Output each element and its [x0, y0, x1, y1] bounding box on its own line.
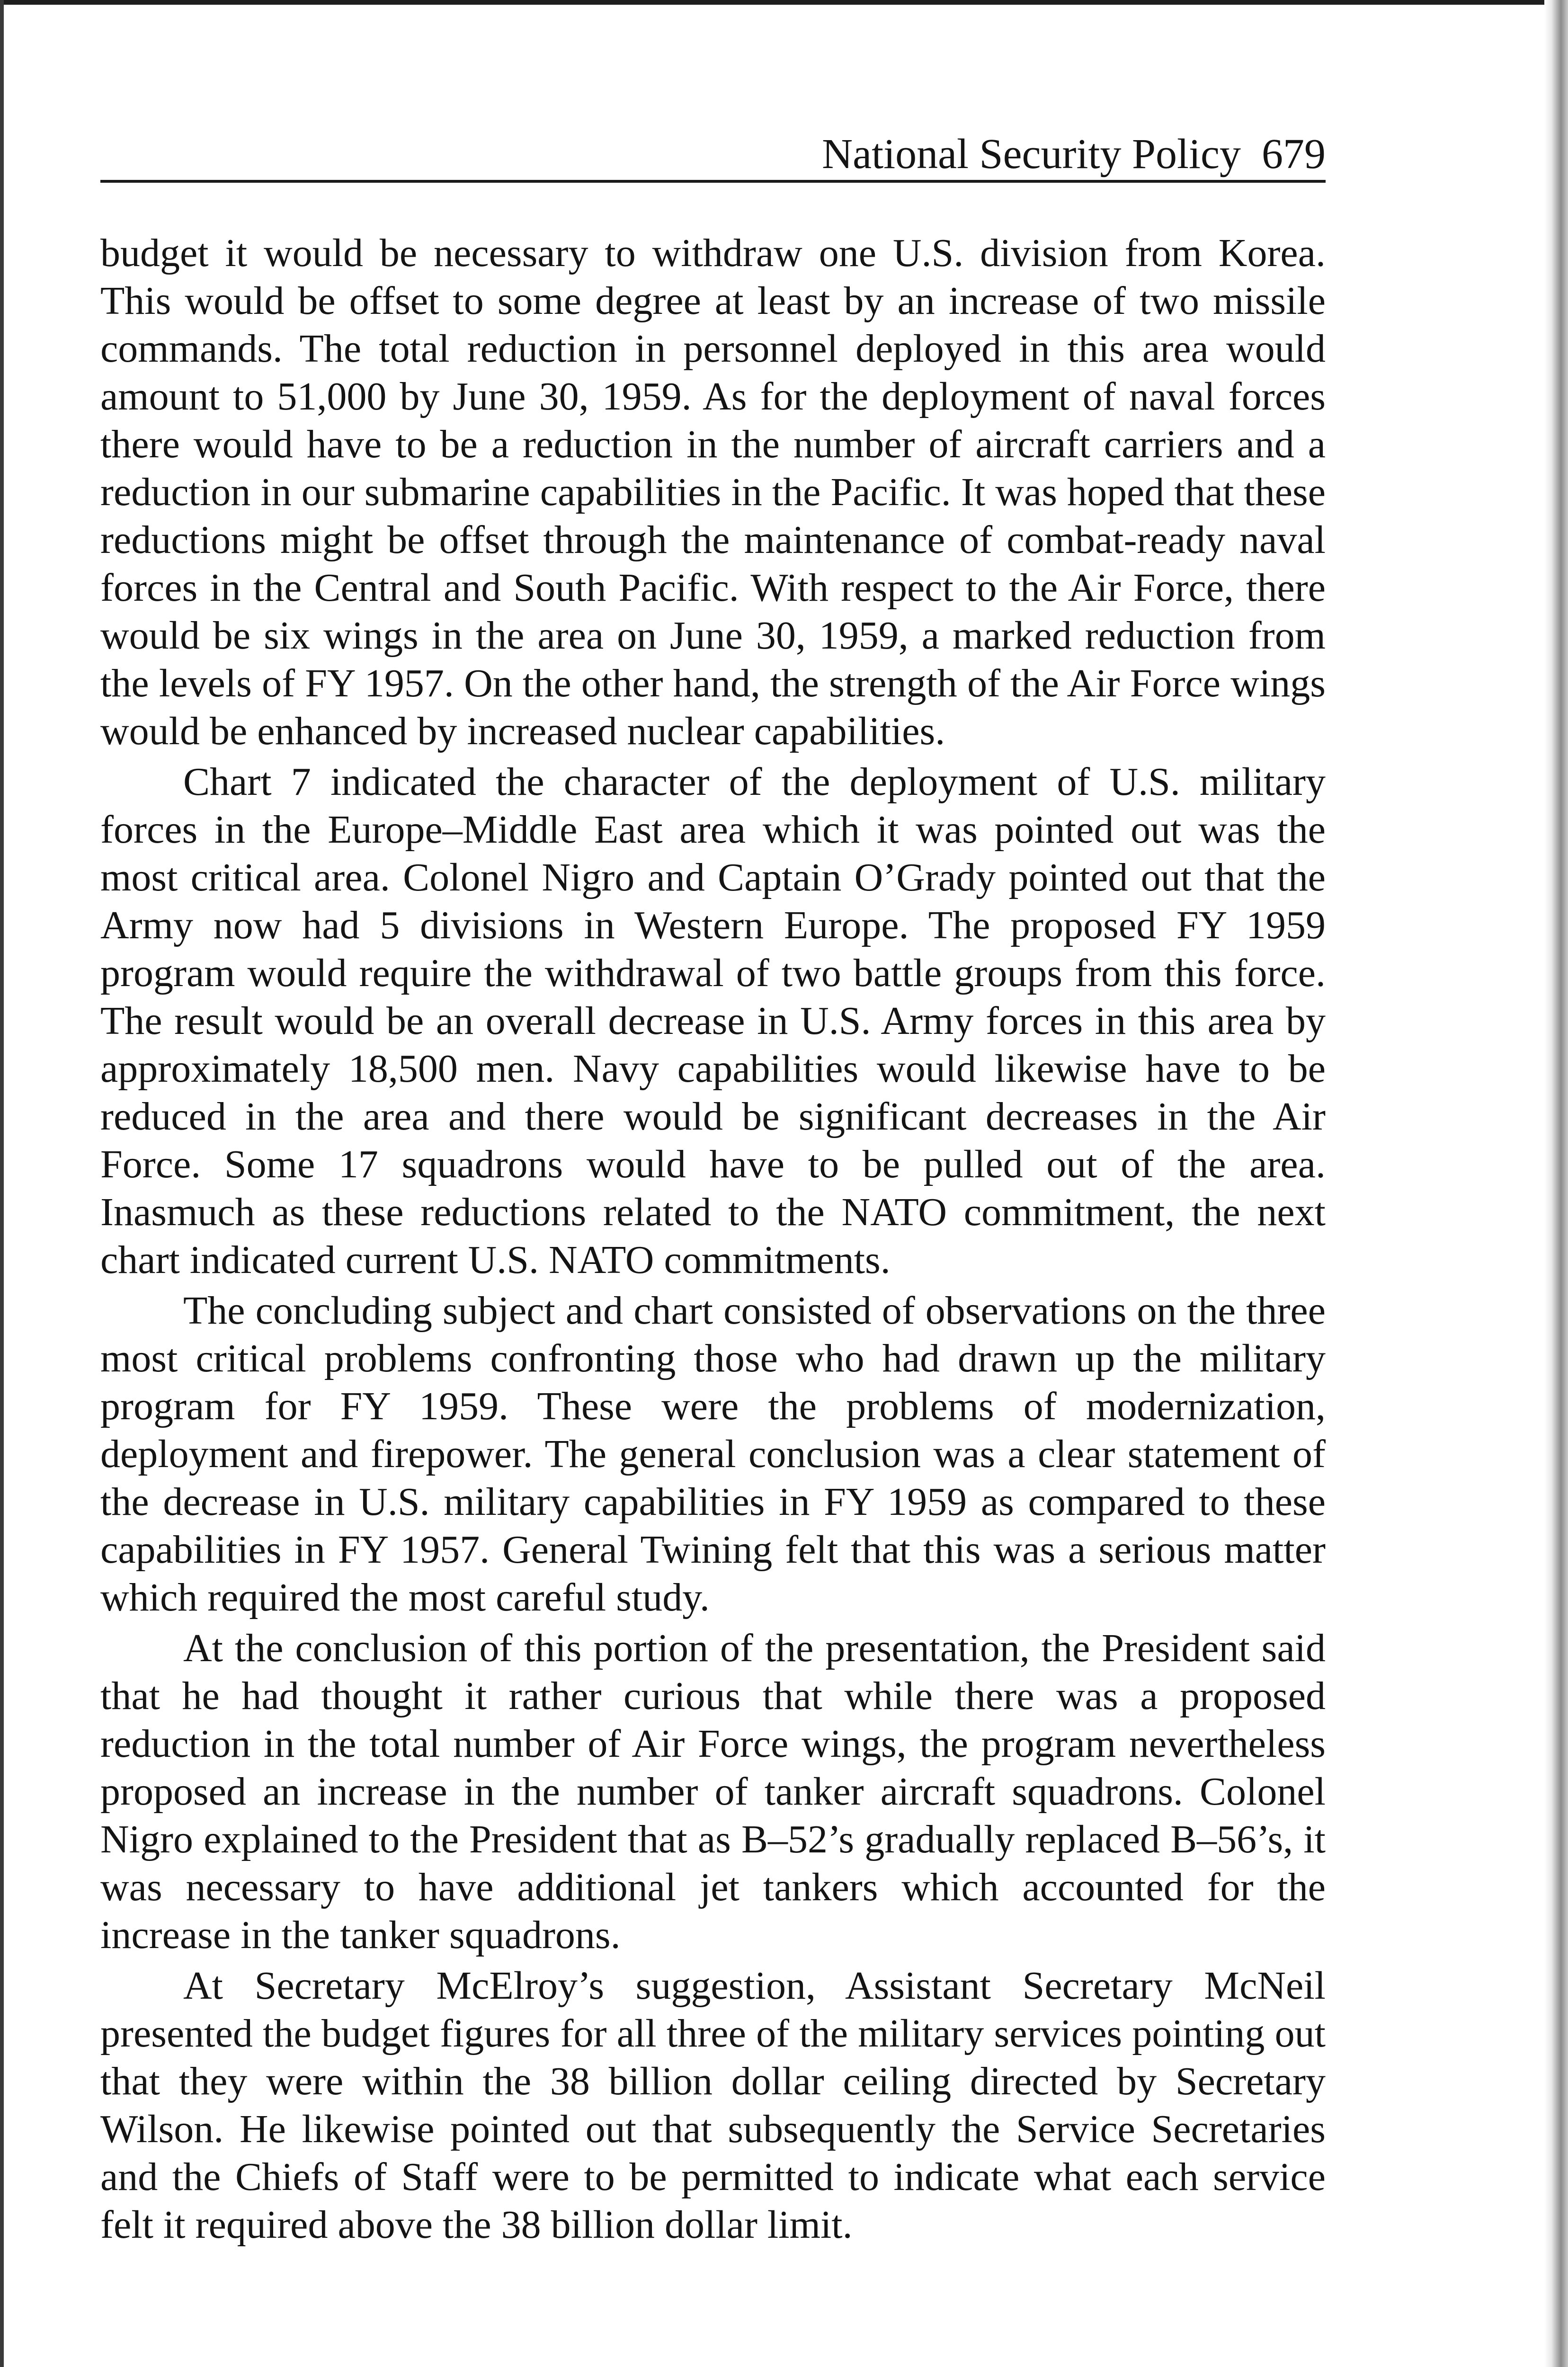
running-head-text — [822, 131, 1326, 178]
paragraph-2: Chart 7 indicated the character of the deployment of U.S. military forces in the Europe–Middle East area which it was pointed out was the most critical area. Colonel Nigro and Captain O’Grady pointed out that the Army now had 5 divisions in Western Europe. The proposed FY 1959 program would require the withdrawal of two battle groups from this force. The result would be an overall decrease in U.S. Army forces in this area by approximately 18,500 men. Navy capabilities would likewise have to be reduced in the area and there would be significant decreases in the Air Force. Some 17 squadrons would have to be pulled out of the area. Inasmuch as these reductions related to the NATO commitment, the next chart indicated current U.S. NATO commitments. — [100, 760, 1326, 1282]
scan-top-border — [0, 0, 1568, 5]
paragraph-3: The concluding subject and chart consisted of observations on the three most critical problems confronting those who had drawn up the military program for FY 1959. These were the problems of modernization, deployment and firepower. The general conclusion was a clear statement of the decrease in U.S. military capabilities in FY 1959 as compared to these capabilities in FY 1957. General Twining felt that this was a serious matter which required the most careful study. — [100, 1289, 1326, 1620]
running-title: National Security Policy — [822, 131, 1241, 178]
paragraph-4: At the conclusion of this portion of the presentation, the President said that he had thought it rather curious that while there was a proposed reduction in the total number of Air Force wings, the program nevertheless proposed an increase in the number of tanker aircraft squadrons. Colonel Nigro explained to the President that as B–52’s gradually replaced B–56’s, it was necessary to have additional jet tankers which accounted for the increase in the tanker squadrons. — [100, 1626, 1326, 1957]
page-body — [100, 229, 1326, 2249]
scan-right-edge-shadow — [1544, 0, 1568, 2367]
paragraph-1-continued: budget it would be necessary to withdraw one U.S. division from Korea. This would be offset to some degree at least by an increase of two missile commands. The total reduction in personnel deployed in this area would amount to 51,000 by June 30, 1959. As for the deployment of naval forces there would have to be a reduction in the number of aircraft carriers and a reduction in our submarine capabilities in the Pacific. It was hoped that these reductions might be offset through the maintenance of combat-ready naval forces in the Central and South Pacific. With respect to the Air Force, there would be six wings in the area on June 30, 1959, a marked reduction from the levels of FY 1957. On the other hand, the strength of the Air Force wings would be enhanced by increased nuclear capabilities. — [100, 231, 1326, 753]
paragraph-5: At Secretary McElroy’s suggestion, Assistant Secretary McNeil presented the budget figures for all three of the military services pointing out that they were within the 38 billion dollar ceiling directed by Secretary Wilson. He likewise pointed out that subsequently the Service Secretaries and the Chiefs of Staff were to be permitted to indicate what each service felt it required above the 38 billion dollar limit. — [100, 1964, 1326, 2247]
running-head — [100, 128, 1326, 183]
scan-left-border — [0, 0, 4, 2367]
page-number: 679 — [1262, 131, 1326, 178]
